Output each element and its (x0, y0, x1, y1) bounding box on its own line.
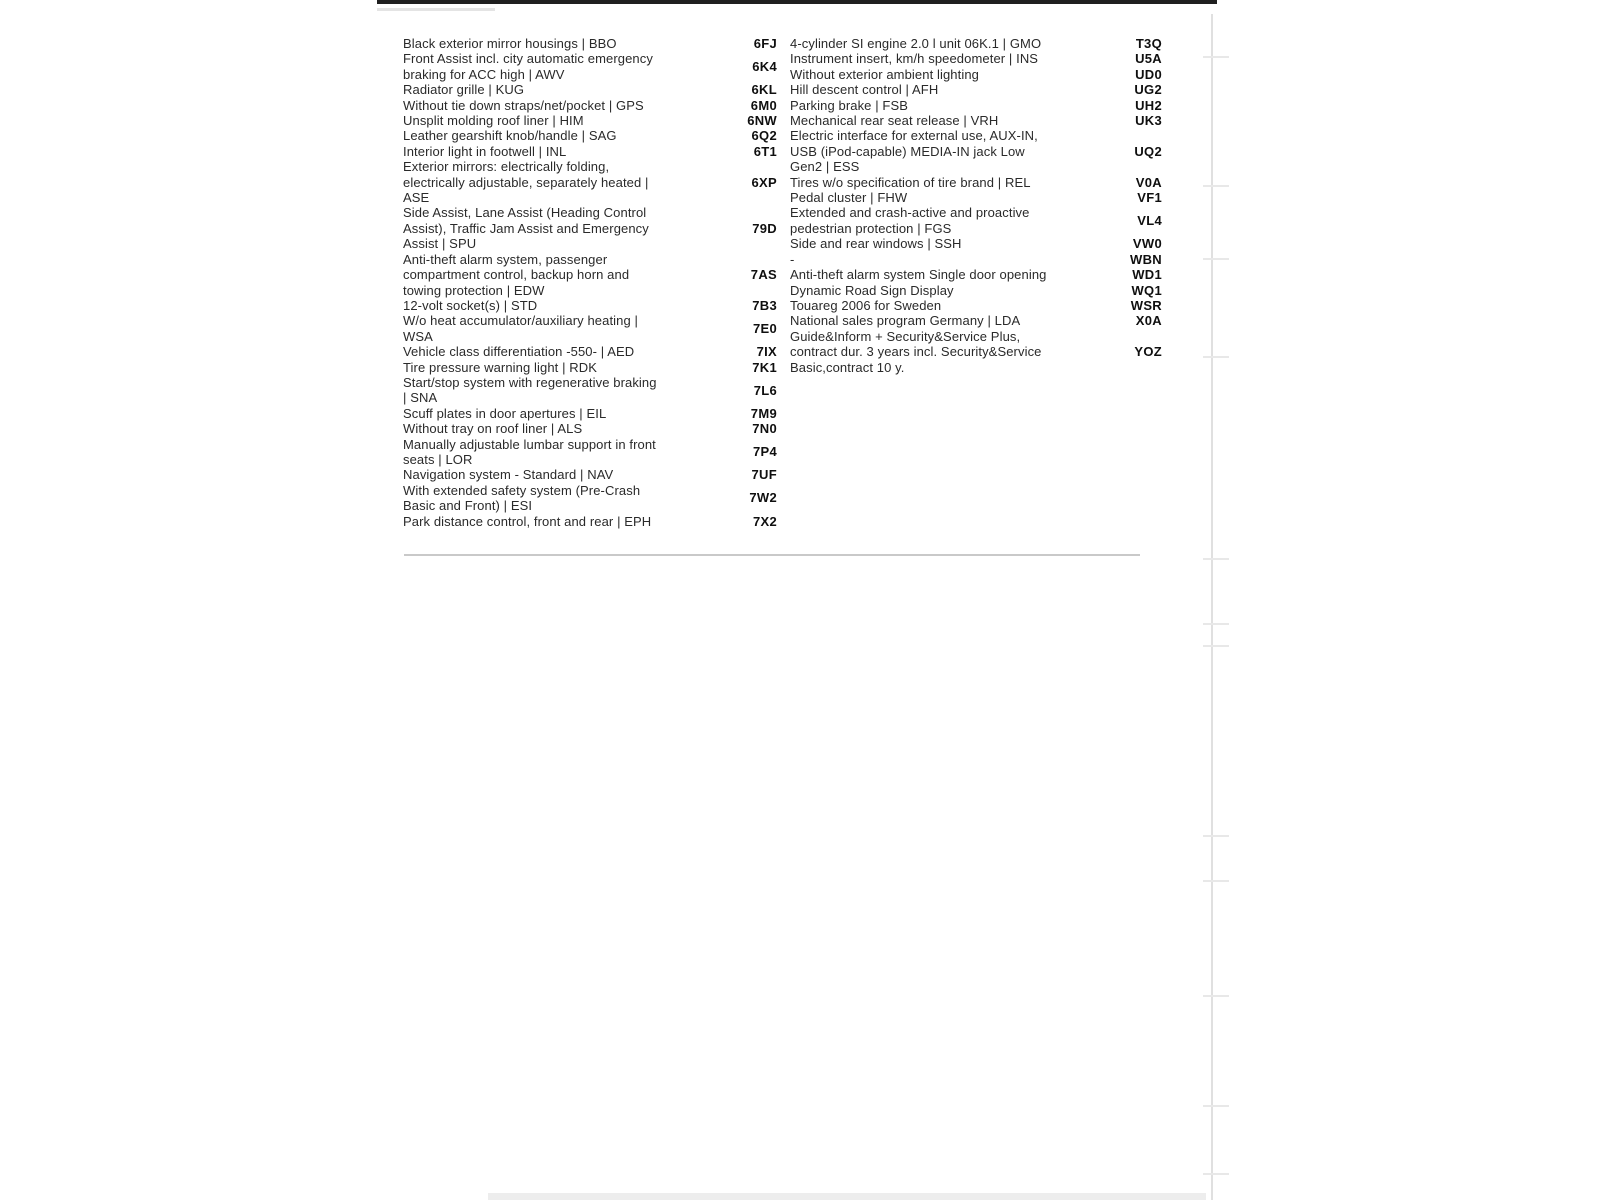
option-code: UD0 (1135, 66, 1162, 82)
scan-artifact-tick (1203, 623, 1229, 625)
option-code: 7B3 (752, 297, 777, 313)
option-description: Pedal cluster | FHW (790, 190, 908, 206)
option-row (403, 406, 777, 421)
scan-artifact-tick (1203, 56, 1229, 58)
option-code: VL4 (1137, 213, 1162, 229)
option-row (790, 190, 1162, 205)
option-description: With extended safety system (Pre-Crash Basic and Front) | ESI (403, 482, 641, 514)
option-row (403, 82, 777, 97)
option-code: UH2 (1135, 97, 1162, 113)
option-code: 7E0 (752, 321, 777, 337)
option-description: Start/stop system with regenerative braking | SNA (403, 374, 657, 406)
option-description: Manually adjustable lumbar support in front seats | LOR (403, 436, 656, 467)
option-code: 7W2 (749, 490, 777, 506)
option-row (790, 113, 1162, 128)
option-code: 6K4 (752, 59, 777, 75)
option-row (403, 159, 777, 205)
option-code: 6XP (751, 174, 777, 190)
option-description: Tires w/o specification of tire brand | REL (790, 174, 1031, 190)
option-code: VF1 (1137, 190, 1162, 206)
option-code: 7X2 (752, 513, 777, 529)
option-row (790, 298, 1162, 313)
option-code: 7N0 (752, 421, 777, 437)
option-row (790, 82, 1162, 97)
option-code: 7M9 (750, 405, 777, 421)
option-row (403, 483, 777, 514)
option-code: 6KL (751, 82, 777, 98)
option-description: Hill descent control | AFH (790, 82, 939, 98)
option-row (790, 283, 1162, 298)
option-row (790, 36, 1162, 51)
option-code: WSR (1130, 297, 1162, 313)
option-description: Instrument insert, km/h speedometer | INS (790, 51, 1039, 67)
option-description: Exterior mirrors: electrically folding, electrically adjustable, separately heated | ASE (403, 159, 649, 206)
option-row (790, 51, 1162, 66)
option-description: Extended and crash-active and proactive pedestrian protection | FGS (790, 205, 1030, 236)
option-code: V0A (1135, 174, 1162, 190)
option-description: Dynamic Road Sign Display (790, 282, 954, 298)
option-row (790, 175, 1162, 190)
option-description: Front Assist incl. city automatic emergency braking for ACC high | AWV (403, 51, 653, 82)
option-row (790, 67, 1162, 82)
option-row (403, 437, 777, 468)
option-row (403, 313, 777, 344)
option-description: Without tie down straps/net/pocket | GPS (403, 97, 644, 113)
option-description: Anti-theft alarm system Single door opening (790, 267, 1047, 283)
option-description: Unsplit molding roof liner | HIM (403, 113, 584, 129)
option-row (403, 252, 777, 298)
option-code: 7UF (751, 467, 777, 483)
option-description: Anti-theft alarm system, passenger compartment control, backup horn and towing protection | EDW (403, 251, 630, 298)
option-description: Scuff plates in door apertures | EIL (403, 405, 607, 421)
page-right-edge-line (1211, 14, 1213, 1200)
option-code: 6M0 (750, 97, 777, 113)
scanner-edge-shadow-bottom (488, 1193, 1206, 1200)
page-top-edge-line (377, 0, 1217, 4)
option-description: Navigation system - Standard | NAV (403, 467, 614, 483)
option-description: Parking brake | FSB (790, 97, 908, 113)
option-code: WD1 (1132, 267, 1162, 283)
scan-artifact-tick (1203, 995, 1229, 997)
option-description: 12-volt socket(s) | STD (403, 297, 538, 313)
option-row (790, 252, 1162, 267)
option-code: VW0 (1132, 236, 1162, 252)
option-description: Leather gearshift knob/handle | SAG (403, 128, 617, 144)
option-code: UQ2 (1134, 143, 1162, 159)
option-row (790, 329, 1162, 375)
option-description: Radiator grille | KUG (403, 82, 525, 98)
option-description: Side and rear windows | SSH (790, 236, 962, 252)
content-divider-rule (404, 554, 1140, 556)
option-code: 7K1 (752, 359, 777, 375)
option-description: Park distance control, front and rear | EPH (403, 513, 652, 529)
option-row (790, 236, 1162, 251)
option-description: Side Assist, Lane Assist (Heading Control Assist), Traffic Jam Assist and Emergency Assist | SPU (403, 205, 649, 252)
option-code: U5A (1135, 51, 1162, 67)
option-description: Interior light in footwell | INL (403, 143, 567, 159)
option-code: 6NW (747, 113, 777, 129)
scan-artifact-tick (1203, 356, 1229, 358)
option-code: UK3 (1135, 113, 1162, 129)
option-description: Mechanical rear seat release | VRH (790, 113, 999, 129)
option-row (790, 267, 1162, 282)
option-row (403, 375, 777, 406)
option-code: T3Q (1135, 36, 1162, 51)
option-row (403, 98, 777, 113)
option-row (790, 128, 1162, 174)
option-row (403, 467, 777, 482)
option-row (403, 344, 777, 359)
option-description: W/o heat accumulator/auxiliary heating | WSA (403, 313, 638, 344)
option-row (403, 144, 777, 159)
option-row (403, 205, 777, 251)
option-description: Without tray on roof liner | ALS (403, 421, 583, 437)
scan-artifact-smudge (377, 8, 495, 11)
option-row (790, 205, 1162, 236)
scan-artifact-tick (1203, 258, 1229, 260)
options-list-left (403, 36, 777, 529)
options-list-right (790, 36, 1162, 375)
option-description: - (790, 251, 795, 267)
option-code: 7L6 (753, 382, 777, 398)
option-description: Vehicle class differentiation -550- | AED (403, 344, 635, 360)
scan-artifact-tick (1203, 835, 1229, 837)
scan-artifact-tick (1203, 558, 1229, 560)
option-code: UG2 (1134, 82, 1162, 98)
option-code: WQ1 (1131, 282, 1162, 298)
option-code: 79D (752, 220, 777, 236)
option-description: National sales program Germany | LDA (790, 313, 1021, 329)
scan-artifact-tick (1203, 1173, 1229, 1175)
option-row (403, 298, 777, 313)
option-code: 7AS (750, 267, 777, 283)
option-code: 7P4 (752, 444, 777, 460)
scan-artifact-tick (1203, 185, 1229, 187)
scan-artifact-tick (1203, 1105, 1229, 1107)
option-description: Tire pressure warning light | RDK (403, 359, 598, 375)
option-code: YOZ (1134, 344, 1162, 360)
option-row (403, 51, 777, 82)
option-description: Electric interface for external use, AUX-IN, USB (iPod-capable) MEDIA-IN jack Low Gen2 | ESS (790, 128, 1038, 175)
option-code: X0A (1135, 313, 1162, 329)
option-row (403, 128, 777, 143)
option-description: Black exterior mirror housings | BBO (403, 36, 617, 51)
option-description: 4-cylinder SI engine 2.0 l unit 06K.1 | GMO (790, 36, 1042, 51)
option-code: 6Q2 (751, 128, 777, 144)
option-row (403, 421, 777, 436)
option-description: Without exterior ambient lighting (790, 66, 980, 82)
option-code: 6FJ (753, 36, 777, 51)
option-description: Guide&Inform + Security&Service Plus, contract dur. 3 years incl. Security&Service Basic,contract 10 y. (790, 328, 1042, 375)
option-code: 7IX (756, 344, 777, 360)
option-row (403, 514, 777, 529)
option-code: WBN (1130, 251, 1162, 267)
option-row (403, 360, 777, 375)
scan-artifact-tick (1203, 880, 1229, 882)
option-row (790, 98, 1162, 113)
option-row (403, 113, 777, 128)
option-row (790, 313, 1162, 328)
option-row (403, 36, 777, 51)
option-description: Touareg 2006 for Sweden (790, 297, 942, 313)
option-code: 6T1 (753, 143, 777, 159)
scan-artifact-tick (1203, 645, 1229, 647)
